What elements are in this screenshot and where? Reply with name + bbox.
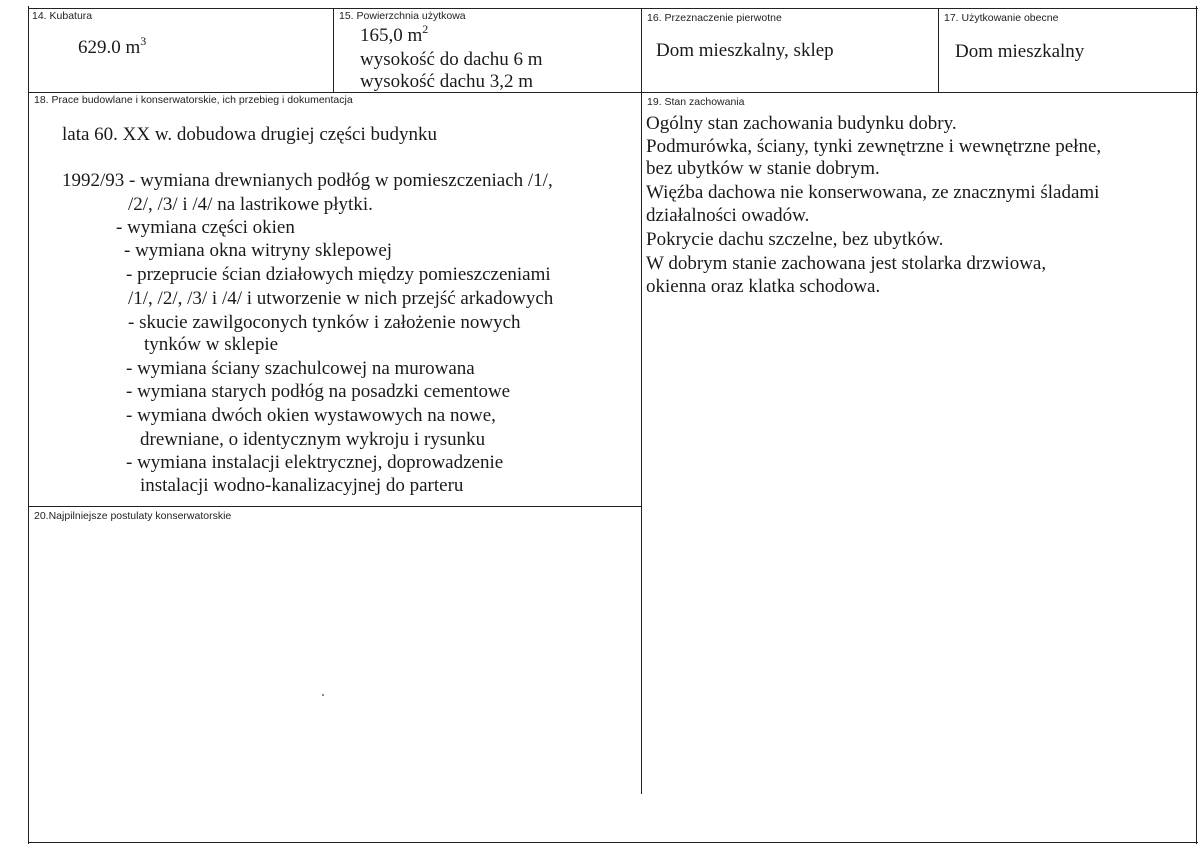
field-14-value [78, 34, 147, 60]
works-line: - wymiana okna witryny sklepowej [124, 240, 393, 261]
works-line: - wymiana dwóch okien wystawowych na nowe, [126, 405, 496, 426]
condition-line: Pokrycie dachu szczelne, bez ubytków. [646, 229, 944, 250]
condition-line: działalności owadów. [646, 205, 810, 226]
works-line: - wymiana starych podłóg na posadzki cementowe [126, 381, 511, 402]
condition-line: W dobrym stanie zachowana jest stolarka drzwiowa, [646, 253, 1047, 274]
works-line: - skucie zawilgoconych tynków i założenie nowych [128, 312, 521, 333]
field-15-label: 15. Powierzchnia użytkowa [339, 10, 466, 22]
works-line: /1/, /2/, /3/ i /4/ i utworzenie w nich przejść arkadowych [128, 288, 554, 309]
area-exponent: 2 [422, 22, 429, 36]
field-16-value: Dom mieszkalny, sklep [656, 40, 834, 61]
field-16-label: 16. Przeznaczenie pierwotne [647, 12, 782, 24]
works-line: - wymiana ściany szachulcowej na murowana [126, 358, 475, 379]
divider-col-14-15 [333, 8, 334, 93]
divider-row-18-20 [28, 506, 642, 507]
top-border [28, 8, 1198, 9]
works-line: instalacji wodno-kanalizacyjnej do parteru [140, 475, 464, 496]
field-15-area [360, 22, 429, 48]
field-17-value: Dom mieszkalny [955, 41, 1085, 62]
divider-col-16-17 [938, 8, 939, 93]
field-17-label: 17. Użytkowanie obecne [944, 12, 1059, 24]
field-14-label: 14. Kubatura [32, 10, 93, 22]
cubature-exponent: 3 [140, 34, 147, 48]
condition-line: Ogólny stan zachowania budynku dobry. [646, 113, 957, 134]
left-border [28, 6, 29, 844]
works-line: - wymiana instalacji elektrycznej, doprowadzenie [126, 452, 504, 473]
works-line: /2/, /3/ i /4/ na lastrikowe płytki. [128, 194, 373, 215]
scan-speck [322, 694, 324, 696]
condition-line: bez ubytków w stanie dobrym. [646, 158, 880, 179]
field-19-label: 19. Stan zachowania [647, 96, 745, 108]
works-line: drewniane, o identycznym wykroju i rysunku [140, 429, 486, 450]
condition-line: okienna oraz klatka schodowa. [646, 276, 881, 297]
works-line: - przeprucie ścian działowych między pomieszczeniami [126, 264, 551, 285]
works-line: tynków w sklepie [144, 334, 279, 355]
divider-main-column [641, 8, 642, 794]
field-15-height-to-roof: wysokość do dachu 6 m [360, 49, 543, 70]
field-20-label: 20.Najpilniejsze postulaty konserwatorskie [34, 510, 232, 522]
cubature-number: 629.0 m [78, 37, 141, 58]
field-15-roof-height: wysokość dachu 3,2 m [360, 71, 534, 92]
works-line: 1992/93 - wymiana drewnianych podłóg w pomieszczeniach /1/, [62, 170, 553, 191]
works-line: - wymiana części okien [116, 217, 295, 238]
works-line: lata 60. XX w. dobudowa drugiej części budynku [62, 124, 437, 145]
area-number: 165,0 m [360, 25, 423, 46]
right-border [1196, 6, 1197, 844]
bottom-border [28, 842, 1198, 843]
condition-line: Więźba dachowa nie konserwowana, ze znacznymi śladami [646, 182, 1100, 203]
field-18-label: 18. Prace budowlane i konserwatorskie, ich przebieg i dokumentacja [34, 94, 353, 106]
condition-line: Podmurówka, ściany, tynki zewnętrzne i wewnętrzne pełne, [646, 136, 1102, 157]
